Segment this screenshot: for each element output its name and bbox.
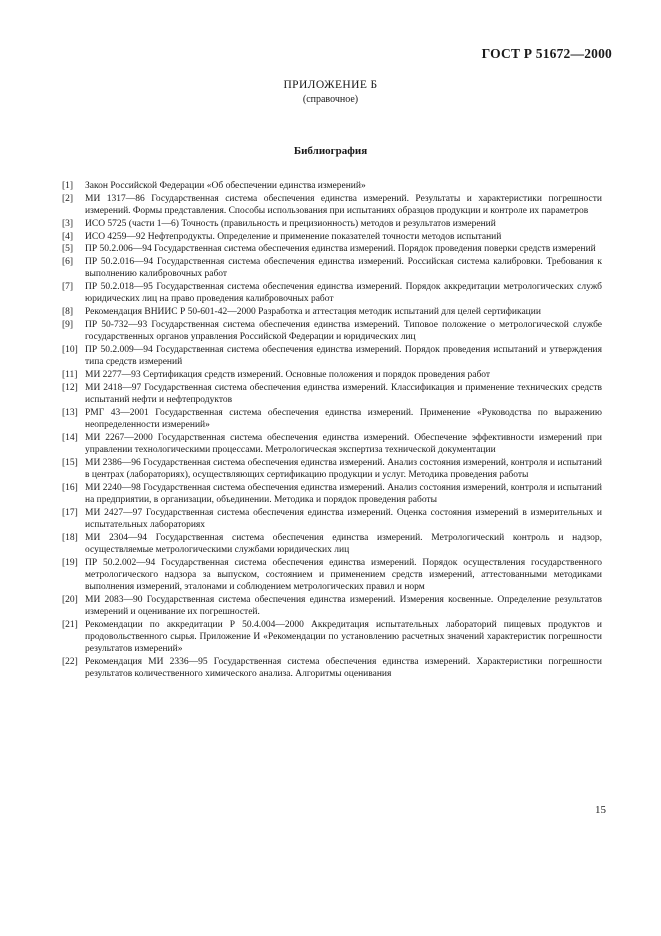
item-number: [1] (62, 181, 74, 191)
item-number: [11] (62, 369, 78, 380)
item-text: ПР 50.2.018—95 Государственная система обеспечения единства измерений. Порядок аккредитации метрологических служб юридических лиц на право проведения калибровочных работ (85, 282, 602, 305)
bibliography-title: Библиография (293, 145, 368, 157)
item-text: МИ 2277—93 Сертификация средств измерений. Основные положения и порядок проведения работ (85, 369, 491, 380)
document-header: ГОСТ Р 51672—2000 (481, 46, 612, 61)
item-text: ПР 50.2.016—94 Государственная система обеспечения единства измерений. Российская система калибровки. Требования к выполнению калибровочных работ (85, 257, 602, 280)
appendix-title: ПРИЛОЖЕНИЕ Б (283, 79, 378, 91)
bibliography-item (62, 457, 602, 481)
bibliography-item (62, 594, 602, 618)
item-number: [20] (62, 594, 78, 605)
page-number: 15 (595, 804, 606, 816)
item-number: [7] (62, 282, 74, 293)
item-number: [16] (62, 482, 78, 493)
item-text: Закон Российской Федерации «Об обеспечении единства измерений» (85, 181, 366, 191)
appendix-subtitle: (справочное) (302, 94, 359, 105)
item-text: Рекомендация ВНИИС Р 50-601-42—2000 Разработка и аттестация методик испытаний для целей сертификации (85, 307, 541, 318)
item-text: МИ 2427—97 Государственная система обеспечения единства измерений. Оценка состояния измерений в измерительных и испытательных лабораториях (85, 507, 602, 530)
item-text: РМГ 43—2001 Государственная система обеспечения единства измерений. Применение «Руководства по выражению неопределенности измерений» (85, 407, 602, 430)
item-number: [13] (62, 407, 78, 418)
item-number: [22] (62, 657, 78, 668)
item-number: [5] (62, 244, 74, 255)
item-text: ИСО 5725 (части 1—6) Точность (правильность и прецизионность) методов и результатов измерений (85, 218, 496, 229)
item-number: [2] (62, 193, 74, 204)
item-text: ИСО 4259—92 Нефтепродукты. Определение и применение показателей точности методов испытаний (85, 231, 502, 242)
bibliography-item (62, 482, 602, 506)
item-number: [17] (62, 507, 78, 518)
item-text: МИ 2240—98 Государственная система обеспечения единства измерений. Анализ состояния измерений, контроля и испытаний на предприятии, в организации, объединении. Методика и порядок проведения работы (85, 482, 602, 505)
bibliography-item (62, 231, 602, 243)
item-text: МИ 1317—86 Государственная система обеспечения единства измерений. Результаты и характеристики погрешности измерений. Формы представления. Способы использования при испытаниях образцов продукции и контроле их параметров (85, 193, 602, 216)
item-text: Рекомендация МИ 2336—95 Государственная система обеспечения единства измерений. Характеристики погрешности результатов количественного химического анализа. Алгоритмы оценивания (85, 657, 602, 680)
item-number: [6] (62, 257, 74, 268)
item-text: МИ 2386—96 Государственная система обеспечения единства измерений. Анализ состояния измерений, контроля и испытаний в центрах (лабораториях), осуществляющих сертификацию продукции и услуг. Методика проведения работы (85, 457, 602, 480)
item-number: [4] (62, 231, 74, 242)
bibliography-item (62, 507, 602, 531)
item-text: МИ 2083—90 Государственная система обеспечения единства измерений. Измерения косвенные. Определение результатов измерений и оценивание их погрешностей. (85, 594, 602, 618)
bibliography-item (62, 382, 602, 406)
bibliography-item (62, 319, 602, 343)
bibliography-item (62, 432, 602, 456)
item-number: [12] (62, 382, 78, 393)
item-text: Рекомендации по аккредитации Р 50.4.004—2000 Аккредитация испытательных лабораторий пищевых продуктов и продовольственного сырья. Приложение И «Рекомендации по установлению расчетных значений характеристик погрешности результатов измерений» (85, 619, 602, 655)
item-text: МИ 2267—2000 Государственная система обеспечения единства измерений. Обеспечение эффективности измерений при управлении технологическими процессами. Метрологическая экспертиза технической документации (85, 432, 602, 455)
item-number: [14] (62, 432, 78, 443)
item-text: ПР 50.2.006—94 Государственная система обеспечения единства измерений. Порядок проведения поверки средств измерений (85, 244, 596, 255)
bibliography-item (62, 218, 602, 230)
item-number: [8] (62, 307, 74, 318)
item-number: [19] (62, 557, 78, 568)
item-text: ПР 50-732—93 Государственная система обеспечения единства измерений. Типовое положение о метрологической службе государственных органов управления Российской Федерации и юридических лиц (85, 319, 602, 343)
bibliography-item (62, 256, 602, 280)
bibliography-item (62, 532, 602, 556)
bibliography-item (62, 281, 602, 305)
bibliography-item (62, 344, 602, 368)
item-number: [21] (62, 619, 78, 630)
item-text: МИ 2418—97 Государственная система обеспечения единства измерений. Классификация и применение технических средств испытаний нефти и нефтепродуктов (85, 382, 602, 405)
item-number: [9] (62, 319, 74, 330)
bibliography-item (62, 243, 602, 255)
bibliography-item (62, 656, 602, 680)
item-number: [10] (62, 344, 78, 355)
item-text: ПР 50.2.009—94 Государственная система обеспечения единства измерений. Порядок проведения испытаний и утверждения типа средств измерений (85, 344, 602, 368)
bibliography-item (62, 180, 602, 192)
bibliography-list (62, 180, 602, 681)
item-number: [3] (62, 218, 74, 229)
item-number: [18] (62, 532, 78, 543)
bibliography-item (62, 557, 602, 594)
bibliography-item (62, 193, 602, 217)
bibliography-item (62, 306, 602, 318)
item-text: МИ 2304—94 Государственная система обеспечения единства измерений. Метрологический контроль и надзор, осуществляемые метрологическими службами юридических лиц (85, 532, 602, 555)
bibliography-item (62, 369, 602, 381)
item-text: ПР 50.2.002—94 Государственная система обеспечения единства измерений. Порядок осуществления государственного метрологического надзора за выпуском, состоянием и применением средств измерений, аттестованными методиками выполнения измерений, эталонами и соблюдением метрологических правил и норм (85, 557, 602, 593)
bibliography-item (62, 619, 602, 656)
item-number: [15] (62, 457, 78, 468)
bibliography-item (62, 407, 602, 431)
